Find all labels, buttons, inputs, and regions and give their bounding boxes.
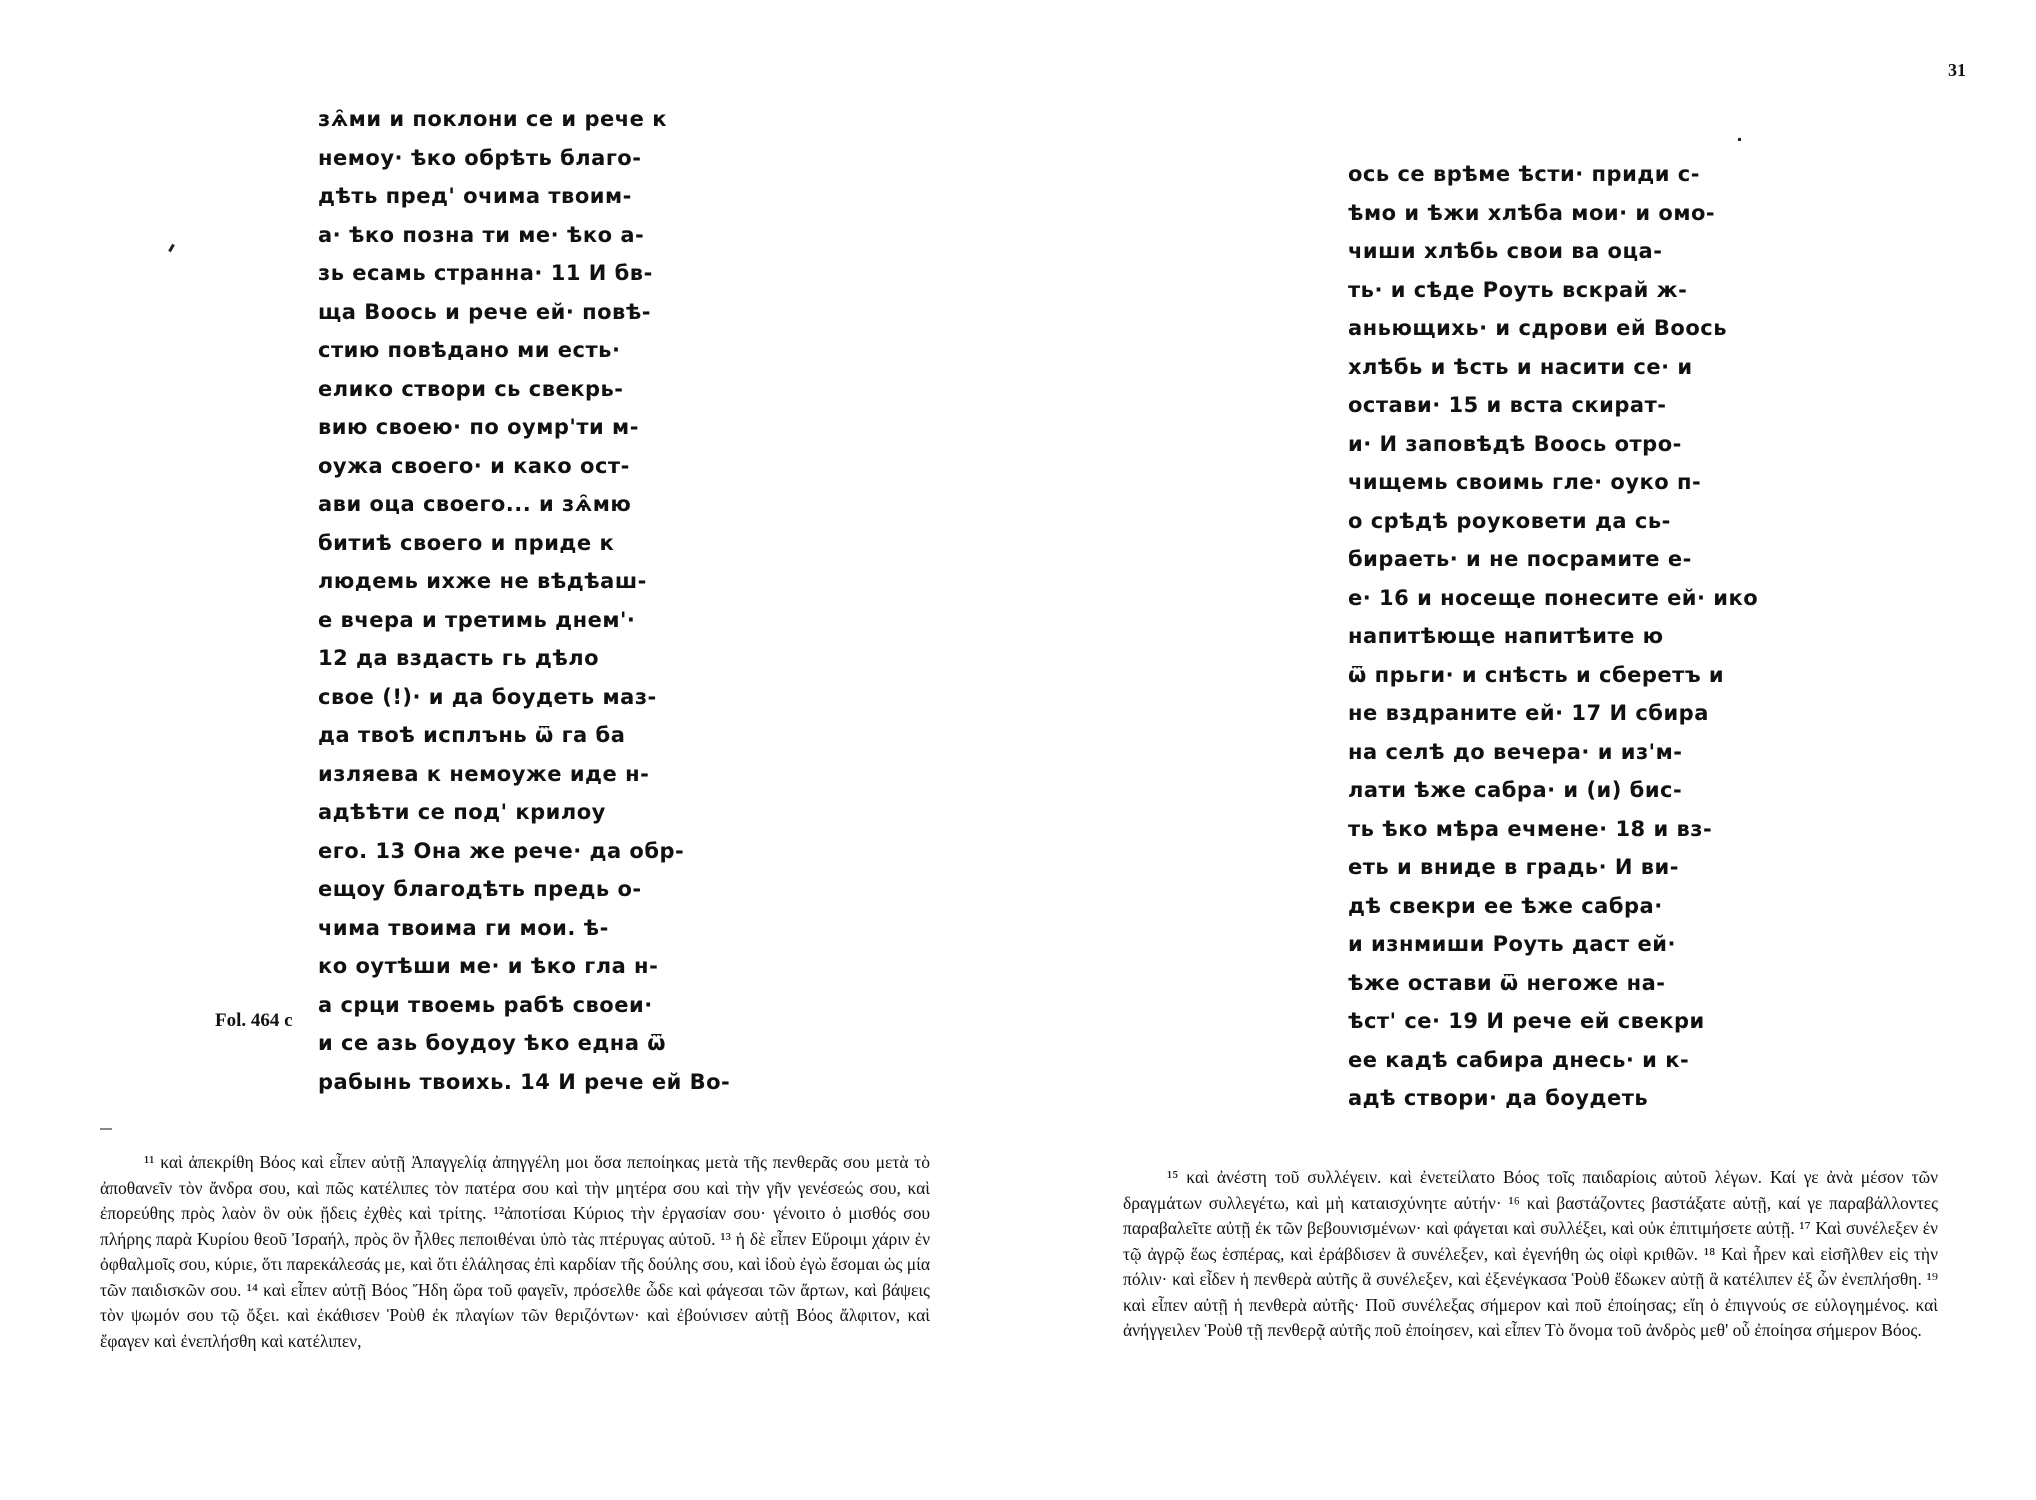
- slavonic-line: аньющихь· и сдрови ей Воось: [1348, 316, 1727, 340]
- page-number: 31: [1948, 60, 1966, 80]
- slavonic-line: ть ѣко мѣра ечмене· 18 и вз-: [1348, 816, 1713, 841]
- left-greek-footnote: [100, 1150, 930, 1354]
- slavonic-line: хлѣбь и ѣсть и насити се· и: [1348, 354, 1693, 379]
- slavonic-line: не вздраните ей· 17 И сбира: [1348, 701, 1709, 725]
- slavonic-line: рабынь твоихь. 14 И рече ей Во-: [318, 1069, 731, 1094]
- slavonic-line: а· ѣко позна ти ме· ѣко а-: [318, 222, 645, 247]
- slavonic-line: и се азь боудоу ѣко една ѿ: [318, 1031, 667, 1055]
- slavonic-line: остави· 15 и вста скират-: [1348, 393, 1667, 417]
- right-page: [1018, 0, 2036, 1500]
- slavonic-line: и изнмиши Роуть даст ей·: [1348, 932, 1676, 956]
- slavonic-line: стию повѣдано ми есть·: [318, 338, 621, 362]
- slavonic-line: людемь ихже не вѣдѣаш-: [318, 569, 647, 593]
- slavonic-line: е вчера и третимь днем'·: [318, 607, 636, 632]
- slavonic-line: ещоу благодѣть предь о-: [318, 877, 642, 901]
- slavonic-line: свое (!)· и да боудеть маз-: [318, 684, 657, 709]
- slavonic-line: ѣст' се· 19 И рече ей свекри: [1348, 1009, 1705, 1033]
- slavonic-line: ави оца своего... и зѧ̑мю: [318, 492, 632, 516]
- right-greek-footnote: [1123, 1165, 1938, 1344]
- slavonic-line: еть и вниде в градь· И ви-: [1348, 855, 1679, 879]
- slavonic-line: чищемь своимь гле· оуко п-: [1348, 470, 1702, 494]
- slavonic-line: изляева к немоуже иде н-: [318, 761, 650, 786]
- slavonic-line: адѣ створи· да боудеть: [1348, 1086, 1649, 1110]
- slavonic-line: ко оутѣши ме· и ѣко гла н-: [318, 954, 659, 978]
- scan-mark: [1738, 138, 1741, 141]
- slavonic-line: ось се врѣме ѣсти· приди с-: [1348, 162, 1700, 186]
- scan-mark: [100, 1128, 112, 1130]
- slavonic-line: ѿ прьги· и снѣсть и сберетъ и: [1348, 662, 1725, 687]
- slavonic-line: битиѣ своего и приде к: [318, 530, 615, 555]
- scan-mark: [168, 244, 175, 252]
- right-slavonic-column: [1348, 155, 1758, 1118]
- slavonic-line: ее кадѣ сабира днесь· и к-: [1348, 1047, 1690, 1072]
- slavonic-line: оужа своего· и како ост-: [318, 453, 630, 478]
- slavonic-line: на селѣ до вечера· и из'м-: [1348, 739, 1683, 764]
- left-slavonic-column: [318, 100, 730, 1101]
- slavonic-line: напитѣюще напитѣите ю: [1348, 624, 1664, 648]
- slavonic-line: а срци твоемь рабѣ своеи·: [318, 992, 653, 1017]
- slavonic-line: немоу· ѣко обрѣть благо-: [318, 145, 642, 170]
- slavonic-line: зь есамь странна· 11 И бв-: [318, 261, 653, 285]
- slavonic-line: ть· и сѣде Роуть вскрай ж-: [1348, 277, 1688, 302]
- slavonic-line: е· 16 и носеще понесите ей· ико: [1348, 585, 1759, 610]
- slavonic-line: ѣже остави ѿ негоже на-: [1348, 970, 1666, 995]
- slavonic-line: лати ѣже сабра· и (и) бис-: [1348, 778, 1683, 802]
- slavonic-line: бираеть· и не посрамите е-: [1348, 547, 1692, 571]
- slavonic-line: дѣть пред' очима твоим-: [318, 184, 632, 208]
- slavonic-line: дѣ свекри ее ѣже сабра·: [1348, 893, 1663, 918]
- slavonic-line: о срѣдѣ роуковети да сь-: [1348, 508, 1671, 533]
- slavonic-line: ща Воось и рече ей· повѣ-: [318, 299, 652, 324]
- slavonic-line: его. 13 Она же рече· да обр-: [318, 838, 685, 863]
- slavonic-line: елико створи сь свекрь-: [318, 376, 624, 401]
- slavonic-line: ѣмо и ѣжи хлѣба мои· и омо-: [1348, 200, 1716, 225]
- left-footnote-text: ¹¹ καὶ ἀπεκρίθη Βόος καὶ εἶπεν αὐτῇ Ἀπαγγελίᾳ ἀπηγγέλη μοι ὅσα πεποίηκας μετὰ τῆς πενθερᾶς σου μετὰ τὸ ἀποθανεῖν τὸν ἄνδρα σου, καὶ πῶς κατέλιπες τὸν πατέρα σου καὶ τὴν μητέρα σου καὶ τὴν γῆν γενέσεώς σου, καὶ ἐπορεύθης πρὸς λαὸν ὃν οὐκ ᾔδεις ἐχθὲς καὶ τρίτης. ¹²ἀποτίσαι Κύριος τὴν ἐργασίαν σου· γένοιτο ὁ μισθός σου πλήρης παρὰ Κυρίου θεοῦ Ἰσραήλ, πρὸς ὃν ἦλθες πεποιθέναι ὑπὸ τὰς πτέρυγας αὐτοῦ. ¹³ ἡ δὲ εἶπεν Εὕροιμι χάριν ἐν ὀφθαλμοῖς σου, κύριε, ὅτι παρεκάλεσάς με, καὶ ὅτι ἐλάλησας ἐπὶ καρδίαν τῆς δούλης σου, καὶ ἰδοὺ ἐγὼ ἔσομαι ὡς μία τῶν παιδισκῶν σου. ¹⁴ καὶ εἶπεν αὐτῇ Βόος Ἤδη ὥρα τοῦ φαγεῖν, πρόσελθε ὧδε καὶ φάγεσαι τῶν ἄρτων, καὶ βάψεις τὸν ψωμόν σου τῷ ὄξει. καὶ ἐκάθισεν Ῥοὺθ ἐκ πλαγίων τῶν θεριζόντων· καὶ ἐβούνισεν αὐτῇ Βόος ἄλφιτον, καὶ ἔφαγεν καὶ ἐνεπλήσθη καὶ κατέλιπεν,: [100, 1152, 930, 1351]
- slavonic-line: чима твоима ги мои. ѣ-: [318, 915, 609, 940]
- slavonic-line: зѧ̑ми и поклони се и рече к: [318, 107, 667, 131]
- folio-margin-note: Fol. 464 c: [215, 1010, 293, 1031]
- slavonic-line: чиши хлѣбь свои ва оцa-: [1348, 239, 1663, 263]
- slavonic-line: да твоѣ исплънь ѿ га ба: [318, 723, 626, 747]
- slavonic-line: 12 да вздасть гь дѣло: [318, 646, 600, 670]
- slavonic-line: и· И заповѣдѣ Воось отро-: [1348, 431, 1682, 456]
- slavonic-line: адѣѣти се под' крилоу: [318, 800, 606, 824]
- slavonic-line: вию своею· по оумр'ти м-: [318, 415, 639, 439]
- right-footnote-text: ¹⁵ καὶ ἀνέστη τοῦ συλλέγειν. καὶ ἐνετείλατο Βόος τοῖς παιδαρίοις αὐτοῦ λέγων. Καί γε ἀνὰ μέσον τῶν δραγμάτων συλλεγέτω, καὶ μὴ καταισχύνητε αὐτήν· ¹⁶ καὶ βαστάζοντες βαστάξατε αὐτῇ, καί γε παραβάλλοντες παραβαλεῖτε αὐτῇ ἐκ τῶν βεβουνισμένων· καὶ φάγεται καὶ συλλέξει, καὶ οὐκ ἐπιτιμήσετε αὐτῇ. ¹⁷ Καὶ συνέλεξεν ἐν τῷ ἀγρῷ ἕως ἑσπέρας, καὶ ἐράβδισεν ἃ συνέλεξεν, καὶ ἐγενήθη ὡς οἰφὶ κριθῶν. ¹⁸ Καὶ ἦρεν καὶ εἰσῆλθεν εἰς τὴν πόλιν· καὶ εἶδεν ἡ πενθερὰ αὐτῆς ἃ συνέλεξεν, καὶ ἐξενέγκασα Ῥοὺθ ἔδωκεν αὐτῇ ἃ κατέλιπεν ἐξ ὧν ἐνεπλήσθη. ¹⁹ καὶ εἶπεν αὐτῇ ἡ πενθερὰ αὐτῆς· Ποῦ συνέλεξας σήμερον καὶ ποῦ ἐποίησας; εἴη ὁ ἐπιγνούς σε εὐλογημένος. καὶ ἀνήγγειλεν Ῥοὺθ τῇ πενθερᾷ αὐτῆς ποῦ ἐποίησεν, καὶ εἶπεν Τὸ ὄνομα τοῦ ἀνδρὸς μεθ' οὗ ἐποίησα σήμερον Βόος.: [1123, 1167, 1938, 1340]
